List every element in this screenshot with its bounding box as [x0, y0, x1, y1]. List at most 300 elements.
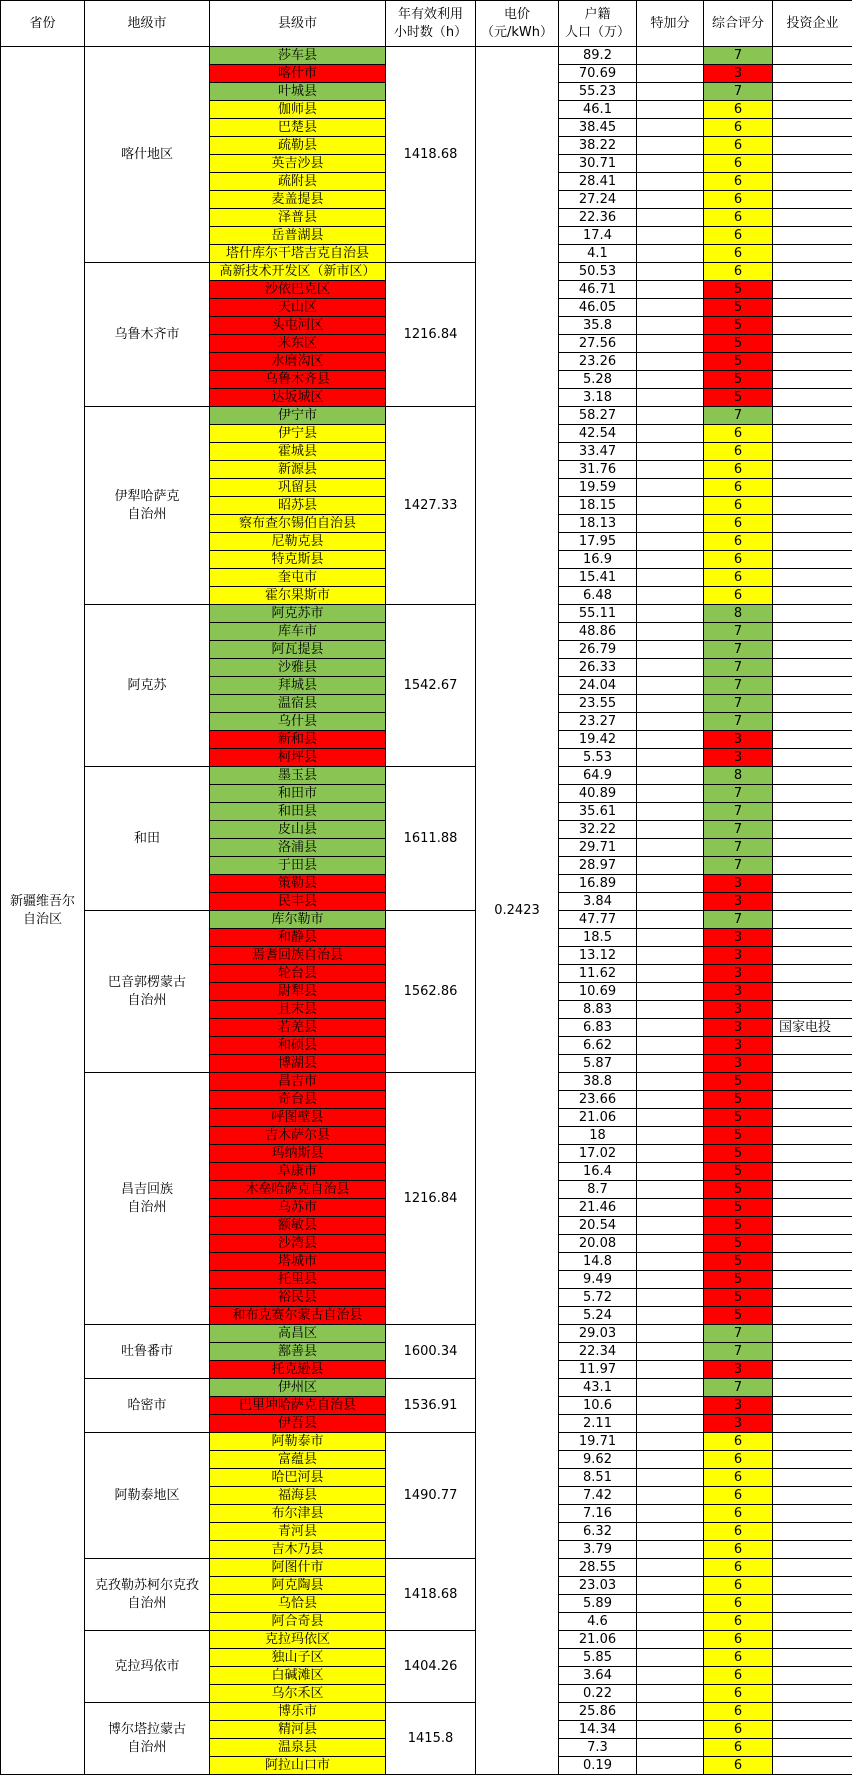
bonus-points-cell	[637, 1469, 704, 1487]
investor-cell	[773, 1541, 852, 1559]
overall-score-cell: 3	[704, 1397, 773, 1415]
population-cell: 16.9	[559, 551, 637, 569]
bonus-points-cell	[637, 731, 704, 749]
overall-score-cell: 3	[704, 875, 773, 893]
bonus-points-cell	[637, 821, 704, 839]
county-cell: 民丰县	[210, 893, 386, 911]
population-cell: 14.8	[559, 1253, 637, 1271]
bonus-points-cell	[637, 1289, 704, 1307]
population-cell: 24.04	[559, 677, 637, 695]
population-cell: 48.86	[559, 623, 637, 641]
county-cell: 伽师县	[210, 101, 386, 119]
bonus-points-cell	[637, 209, 704, 227]
overall-score-cell: 3	[704, 1037, 773, 1055]
population-cell: 0.22	[559, 1685, 637, 1703]
overall-score-cell: 5	[704, 1253, 773, 1271]
county-cell: 达坂城区	[210, 389, 386, 407]
overall-score-cell: 6	[704, 1631, 773, 1649]
county-cell: 裕民县	[210, 1289, 386, 1307]
header-electricity-price: 电价 （元/kWh）	[476, 1, 559, 47]
table-row	[1, 605, 852, 623]
overall-score-cell: 7	[704, 407, 773, 425]
overall-score-cell: 7	[704, 785, 773, 803]
investor-cell	[773, 1073, 852, 1091]
population-cell: 70.69	[559, 65, 637, 83]
overall-score-cell: 5	[704, 1163, 773, 1181]
overall-score-cell: 3	[704, 749, 773, 767]
population-cell: 10.69	[559, 983, 637, 1001]
population-cell: 23.66	[559, 1091, 637, 1109]
population-cell: 3.64	[559, 1667, 637, 1685]
overall-score-cell: 5	[704, 389, 773, 407]
county-cell: 伊吾县	[210, 1415, 386, 1433]
bonus-points-cell	[637, 569, 704, 587]
population-cell: 35.61	[559, 803, 637, 821]
county-cell: 阿克陶县	[210, 1577, 386, 1595]
overall-score-cell: 6	[704, 587, 773, 605]
bonus-points-cell	[637, 749, 704, 767]
overall-score-cell: 6	[704, 209, 773, 227]
county-cell: 和田县	[210, 803, 386, 821]
bonus-points-cell	[637, 1523, 704, 1541]
bonus-points-cell	[637, 1631, 704, 1649]
county-cell: 库车市	[210, 623, 386, 641]
prefecture-city-cell: 巴音郭楞蒙古 自治州	[85, 911, 210, 1073]
population-cell: 11.97	[559, 1361, 637, 1379]
bonus-points-cell	[637, 317, 704, 335]
investor-cell	[773, 1631, 852, 1649]
overall-score-cell: 6	[704, 515, 773, 533]
annual-hours-cell: 1427.33	[386, 407, 476, 605]
prefecture-city-cell: 喀什地区	[85, 47, 210, 263]
county-cell: 墨玉县	[210, 767, 386, 785]
population-cell: 19.71	[559, 1433, 637, 1451]
population-cell: 6.32	[559, 1523, 637, 1541]
overall-score-cell: 6	[704, 245, 773, 263]
county-cell: 阿克苏市	[210, 605, 386, 623]
bonus-points-cell	[637, 335, 704, 353]
investor-cell	[773, 1217, 852, 1235]
investor-cell	[773, 911, 852, 929]
county-cell: 岳普湖县	[210, 227, 386, 245]
prefecture-city-cell: 博尔塔拉蒙古 自治州	[85, 1703, 210, 1775]
header-overall-score: 综合评分	[704, 1, 773, 47]
population-cell: 32.22	[559, 821, 637, 839]
investor-cell	[773, 1469, 852, 1487]
table-row	[1, 1631, 852, 1649]
bonus-points-cell	[637, 623, 704, 641]
county-cell: 和硕县	[210, 1037, 386, 1055]
bonus-points-cell	[637, 641, 704, 659]
county-cell: 伊州区	[210, 1379, 386, 1397]
header-prefecture-city: 地级市	[85, 1, 210, 47]
overall-score-cell: 7	[704, 1379, 773, 1397]
table-row	[1, 407, 852, 425]
population-cell: 5.89	[559, 1595, 637, 1613]
bonus-points-cell	[637, 965, 704, 983]
population-cell: 6.62	[559, 1037, 637, 1055]
overall-score-cell: 5	[704, 1145, 773, 1163]
overall-score-cell: 6	[704, 1649, 773, 1667]
table-row	[1, 911, 852, 929]
population-cell: 28.41	[559, 173, 637, 191]
overall-score-cell: 3	[704, 1361, 773, 1379]
bonus-points-cell	[637, 1307, 704, 1325]
bonus-points-cell	[637, 1199, 704, 1217]
table-row	[1, 1559, 852, 1577]
bonus-points-cell	[637, 299, 704, 317]
county-cell: 塔什库尔干塔吉克自治县	[210, 245, 386, 263]
investor-cell	[773, 1667, 852, 1685]
annual-hours-cell: 1216.84	[386, 263, 476, 407]
investor-cell	[773, 47, 852, 65]
bonus-points-cell	[637, 1235, 704, 1253]
overall-score-cell: 5	[704, 281, 773, 299]
table-row	[1, 1073, 852, 1091]
overall-score-cell: 6	[704, 551, 773, 569]
county-cell: 洛浦县	[210, 839, 386, 857]
investor-cell	[773, 245, 852, 263]
overall-score-cell: 3	[704, 731, 773, 749]
investor-cell	[773, 875, 852, 893]
population-cell: 58.27	[559, 407, 637, 425]
overall-score-cell: 3	[704, 1001, 773, 1019]
county-cell: 新和县	[210, 731, 386, 749]
investor-cell	[773, 155, 852, 173]
overall-score-cell: 3	[704, 893, 773, 911]
population-cell: 3.79	[559, 1541, 637, 1559]
prefecture-city-cell: 阿勒泰地区	[85, 1433, 210, 1559]
bonus-points-cell	[637, 659, 704, 677]
overall-score-cell: 3	[704, 965, 773, 983]
county-cell: 高昌区	[210, 1325, 386, 1343]
bonus-points-cell	[637, 1217, 704, 1235]
bonus-points-cell	[637, 1325, 704, 1343]
county-cell: 高新技术开发区（新市区）	[210, 263, 386, 281]
county-cell: 青河县	[210, 1523, 386, 1541]
investor-cell	[773, 695, 852, 713]
investor-cell	[773, 1415, 852, 1433]
table-row	[1, 1325, 852, 1343]
county-cell: 昭苏县	[210, 497, 386, 515]
county-cell: 泽普县	[210, 209, 386, 227]
population-cell: 7.42	[559, 1487, 637, 1505]
population-cell: 22.36	[559, 209, 637, 227]
population-cell: 29.03	[559, 1325, 637, 1343]
bonus-points-cell	[637, 1055, 704, 1073]
bonus-points-cell	[637, 515, 704, 533]
annual-hours-cell: 1562.86	[386, 911, 476, 1073]
county-cell: 博乐市	[210, 1703, 386, 1721]
bonus-points-cell	[637, 713, 704, 731]
county-cell: 乌什县	[210, 713, 386, 731]
population-cell: 14.34	[559, 1721, 637, 1739]
population-cell: 5.53	[559, 749, 637, 767]
investor-cell	[773, 281, 852, 299]
investor-cell	[773, 1325, 852, 1343]
county-cell: 精河县	[210, 1721, 386, 1739]
overall-score-cell: 5	[704, 1289, 773, 1307]
county-cell: 天山区	[210, 299, 386, 317]
county-cell: 水磨沟区	[210, 353, 386, 371]
prefecture-city-cell: 和田	[85, 767, 210, 911]
bonus-points-cell	[637, 1397, 704, 1415]
population-cell: 19.42	[559, 731, 637, 749]
investor-cell	[773, 929, 852, 947]
county-cell: 伊宁县	[210, 425, 386, 443]
prefecture-city-cell: 昌吉回族 自治州	[85, 1073, 210, 1325]
population-cell: 38.45	[559, 119, 637, 137]
investor-cell	[773, 1361, 852, 1379]
overall-score-cell: 7	[704, 713, 773, 731]
overall-score-cell: 6	[704, 497, 773, 515]
bonus-points-cell	[637, 911, 704, 929]
investor-cell	[773, 1523, 852, 1541]
table-row	[1, 1379, 852, 1397]
bonus-points-cell	[637, 1415, 704, 1433]
population-cell: 23.27	[559, 713, 637, 731]
bonus-points-cell	[637, 1127, 704, 1145]
county-cell: 乌鲁木齐县	[210, 371, 386, 389]
header-investor: 投资企业	[773, 1, 852, 47]
population-cell: 20.08	[559, 1235, 637, 1253]
investor-cell	[773, 1577, 852, 1595]
population-cell: 50.53	[559, 263, 637, 281]
population-cell: 6.48	[559, 587, 637, 605]
county-cell: 温宿县	[210, 695, 386, 713]
bonus-points-cell	[637, 1181, 704, 1199]
investor-cell	[773, 947, 852, 965]
bonus-points-cell	[637, 1001, 704, 1019]
table-row	[1, 47, 852, 65]
county-cell: 温泉县	[210, 1739, 386, 1757]
population-cell: 5.28	[559, 371, 637, 389]
county-cell: 巩留县	[210, 479, 386, 497]
population-cell: 16.4	[559, 1163, 637, 1181]
investor-cell	[773, 1595, 852, 1613]
overall-score-cell: 3	[704, 1055, 773, 1073]
bonus-points-cell	[637, 101, 704, 119]
population-cell: 26.79	[559, 641, 637, 659]
bonus-points-cell	[637, 1109, 704, 1127]
county-cell: 奇台县	[210, 1091, 386, 1109]
bonus-points-cell	[637, 1487, 704, 1505]
county-cell: 额敏县	[210, 1217, 386, 1235]
investor-cell	[773, 749, 852, 767]
county-cell: 霍城县	[210, 443, 386, 461]
investor-cell	[773, 335, 852, 353]
county-cell: 吉木萨尔县	[210, 1127, 386, 1145]
overall-score-cell: 6	[704, 533, 773, 551]
county-cell: 喀什市	[210, 65, 386, 83]
overall-score-cell: 7	[704, 839, 773, 857]
population-cell: 46.05	[559, 299, 637, 317]
bonus-points-cell	[637, 1595, 704, 1613]
investor-cell	[773, 1721, 852, 1739]
overall-score-cell: 5	[704, 1091, 773, 1109]
population-cell: 18.5	[559, 929, 637, 947]
overall-score-cell: 7	[704, 1343, 773, 1361]
investor-cell	[773, 1127, 852, 1145]
population-cell: 11.62	[559, 965, 637, 983]
population-cell: 28.55	[559, 1559, 637, 1577]
overall-score-cell: 6	[704, 173, 773, 191]
investor-cell	[773, 1271, 852, 1289]
header-population: 户籍 人口（万）	[559, 1, 637, 47]
population-cell: 25.86	[559, 1703, 637, 1721]
annual-hours-cell: 1536.91	[386, 1379, 476, 1433]
bonus-points-cell	[637, 263, 704, 281]
population-cell: 19.59	[559, 479, 637, 497]
overall-score-cell: 6	[704, 1721, 773, 1739]
county-cell: 库尔勒市	[210, 911, 386, 929]
prefecture-city-cell: 伊犁哈萨克 自治州	[85, 407, 210, 605]
population-cell: 18.13	[559, 515, 637, 533]
header-bonus-points: 特加分	[637, 1, 704, 47]
overall-score-cell: 6	[704, 1667, 773, 1685]
bonus-points-cell	[637, 587, 704, 605]
county-cell: 且末县	[210, 1001, 386, 1019]
bonus-points-cell	[637, 119, 704, 137]
investor-cell	[773, 299, 852, 317]
overall-score-cell: 3	[704, 947, 773, 965]
investor-cell	[773, 1037, 852, 1055]
bonus-points-cell	[637, 1073, 704, 1091]
investor-cell	[773, 713, 852, 731]
county-cell: 英吉沙县	[210, 155, 386, 173]
population-cell: 7.3	[559, 1739, 637, 1757]
bonus-points-cell	[637, 803, 704, 821]
overall-score-cell: 7	[704, 659, 773, 677]
county-cell: 尼勒克县	[210, 533, 386, 551]
header-annual-hours: 年有效利用 小时数（h）	[386, 1, 476, 47]
population-cell: 38.8	[559, 1073, 637, 1091]
population-cell: 0.19	[559, 1757, 637, 1775]
population-cell: 27.56	[559, 335, 637, 353]
county-cell: 布尔津县	[210, 1505, 386, 1523]
investor-cell	[773, 1307, 852, 1325]
bonus-points-cell	[637, 443, 704, 461]
county-cell: 霍尔果斯市	[210, 587, 386, 605]
bonus-points-cell	[637, 227, 704, 245]
prefecture-city-cell: 克孜勒苏柯尔克孜 自治州	[85, 1559, 210, 1631]
population-cell: 30.71	[559, 155, 637, 173]
bonus-points-cell	[637, 1343, 704, 1361]
county-cell: 乌恰县	[210, 1595, 386, 1613]
bonus-points-cell	[637, 893, 704, 911]
population-cell: 17.95	[559, 533, 637, 551]
bonus-points-cell	[637, 533, 704, 551]
county-cell: 托里县	[210, 1271, 386, 1289]
bonus-points-cell	[637, 857, 704, 875]
overall-score-cell: 5	[704, 335, 773, 353]
overall-score-cell: 5	[704, 299, 773, 317]
county-cell: 沙湾县	[210, 1235, 386, 1253]
overall-score-cell: 7	[704, 623, 773, 641]
county-cell: 白碱滩区	[210, 1667, 386, 1685]
investor-cell	[773, 1001, 852, 1019]
bonus-points-cell	[637, 929, 704, 947]
overall-score-cell: 7	[704, 47, 773, 65]
bonus-points-cell	[637, 1649, 704, 1667]
county-cell: 福海县	[210, 1487, 386, 1505]
table-body	[1, 47, 852, 1775]
overall-score-cell: 7	[704, 911, 773, 929]
bonus-points-cell	[637, 497, 704, 515]
bonus-points-cell	[637, 191, 704, 209]
overall-score-cell: 6	[704, 227, 773, 245]
investor-cell	[773, 1145, 852, 1163]
investor-cell	[773, 1649, 852, 1667]
population-cell: 22.34	[559, 1343, 637, 1361]
county-cell: 米东区	[210, 335, 386, 353]
overall-score-cell: 5	[704, 1235, 773, 1253]
bonus-points-cell	[637, 1091, 704, 1109]
investor-cell	[773, 1109, 852, 1127]
investor-cell	[773, 1433, 852, 1451]
bonus-points-cell	[637, 1019, 704, 1037]
annual-hours-cell: 1611.88	[386, 767, 476, 911]
population-cell: 2.11	[559, 1415, 637, 1433]
annual-hours-cell: 1418.68	[386, 47, 476, 263]
investor-cell	[773, 1613, 852, 1631]
investor-cell	[773, 1685, 852, 1703]
bonus-points-cell	[637, 155, 704, 173]
county-cell: 策勒县	[210, 875, 386, 893]
overall-score-cell: 6	[704, 1595, 773, 1613]
annual-hours-cell: 1404.26	[386, 1631, 476, 1703]
investor-cell	[773, 263, 852, 281]
overall-score-cell: 7	[704, 677, 773, 695]
county-cell: 若羌县	[210, 1019, 386, 1037]
overall-score-cell: 5	[704, 1271, 773, 1289]
investor-cell	[773, 101, 852, 119]
county-cell: 昌吉市	[210, 1073, 386, 1091]
overall-score-cell: 7	[704, 695, 773, 713]
county-cell: 阜康市	[210, 1163, 386, 1181]
table-row	[1, 1703, 852, 1721]
county-cell: 阿瓦提县	[210, 641, 386, 659]
population-cell: 20.54	[559, 1217, 637, 1235]
annual-hours-cell: 1216.84	[386, 1073, 476, 1325]
bonus-points-cell	[637, 785, 704, 803]
investor-cell	[773, 659, 852, 677]
overall-score-cell: 6	[704, 1739, 773, 1757]
overall-score-cell: 5	[704, 1127, 773, 1145]
overall-score-cell: 6	[704, 1469, 773, 1487]
overall-score-cell: 6	[704, 191, 773, 209]
bonus-points-cell	[637, 425, 704, 443]
overall-score-cell: 7	[704, 803, 773, 821]
investor-cell	[773, 1487, 852, 1505]
investor-cell	[773, 623, 852, 641]
overall-score-cell: 5	[704, 1307, 773, 1325]
bonus-points-cell	[637, 407, 704, 425]
investor-cell	[773, 605, 852, 623]
bonus-points-cell	[637, 1433, 704, 1451]
county-cell: 哈巴河县	[210, 1469, 386, 1487]
investor-cell	[773, 1559, 852, 1577]
bonus-points-cell	[637, 1145, 704, 1163]
population-cell: 47.77	[559, 911, 637, 929]
population-cell: 35.8	[559, 317, 637, 335]
bonus-points-cell	[637, 1667, 704, 1685]
header-province: 省份	[1, 1, 85, 47]
bonus-points-cell	[637, 839, 704, 857]
population-cell: 4.6	[559, 1613, 637, 1631]
investor-cell	[773, 1289, 852, 1307]
investor-cell	[773, 1163, 852, 1181]
